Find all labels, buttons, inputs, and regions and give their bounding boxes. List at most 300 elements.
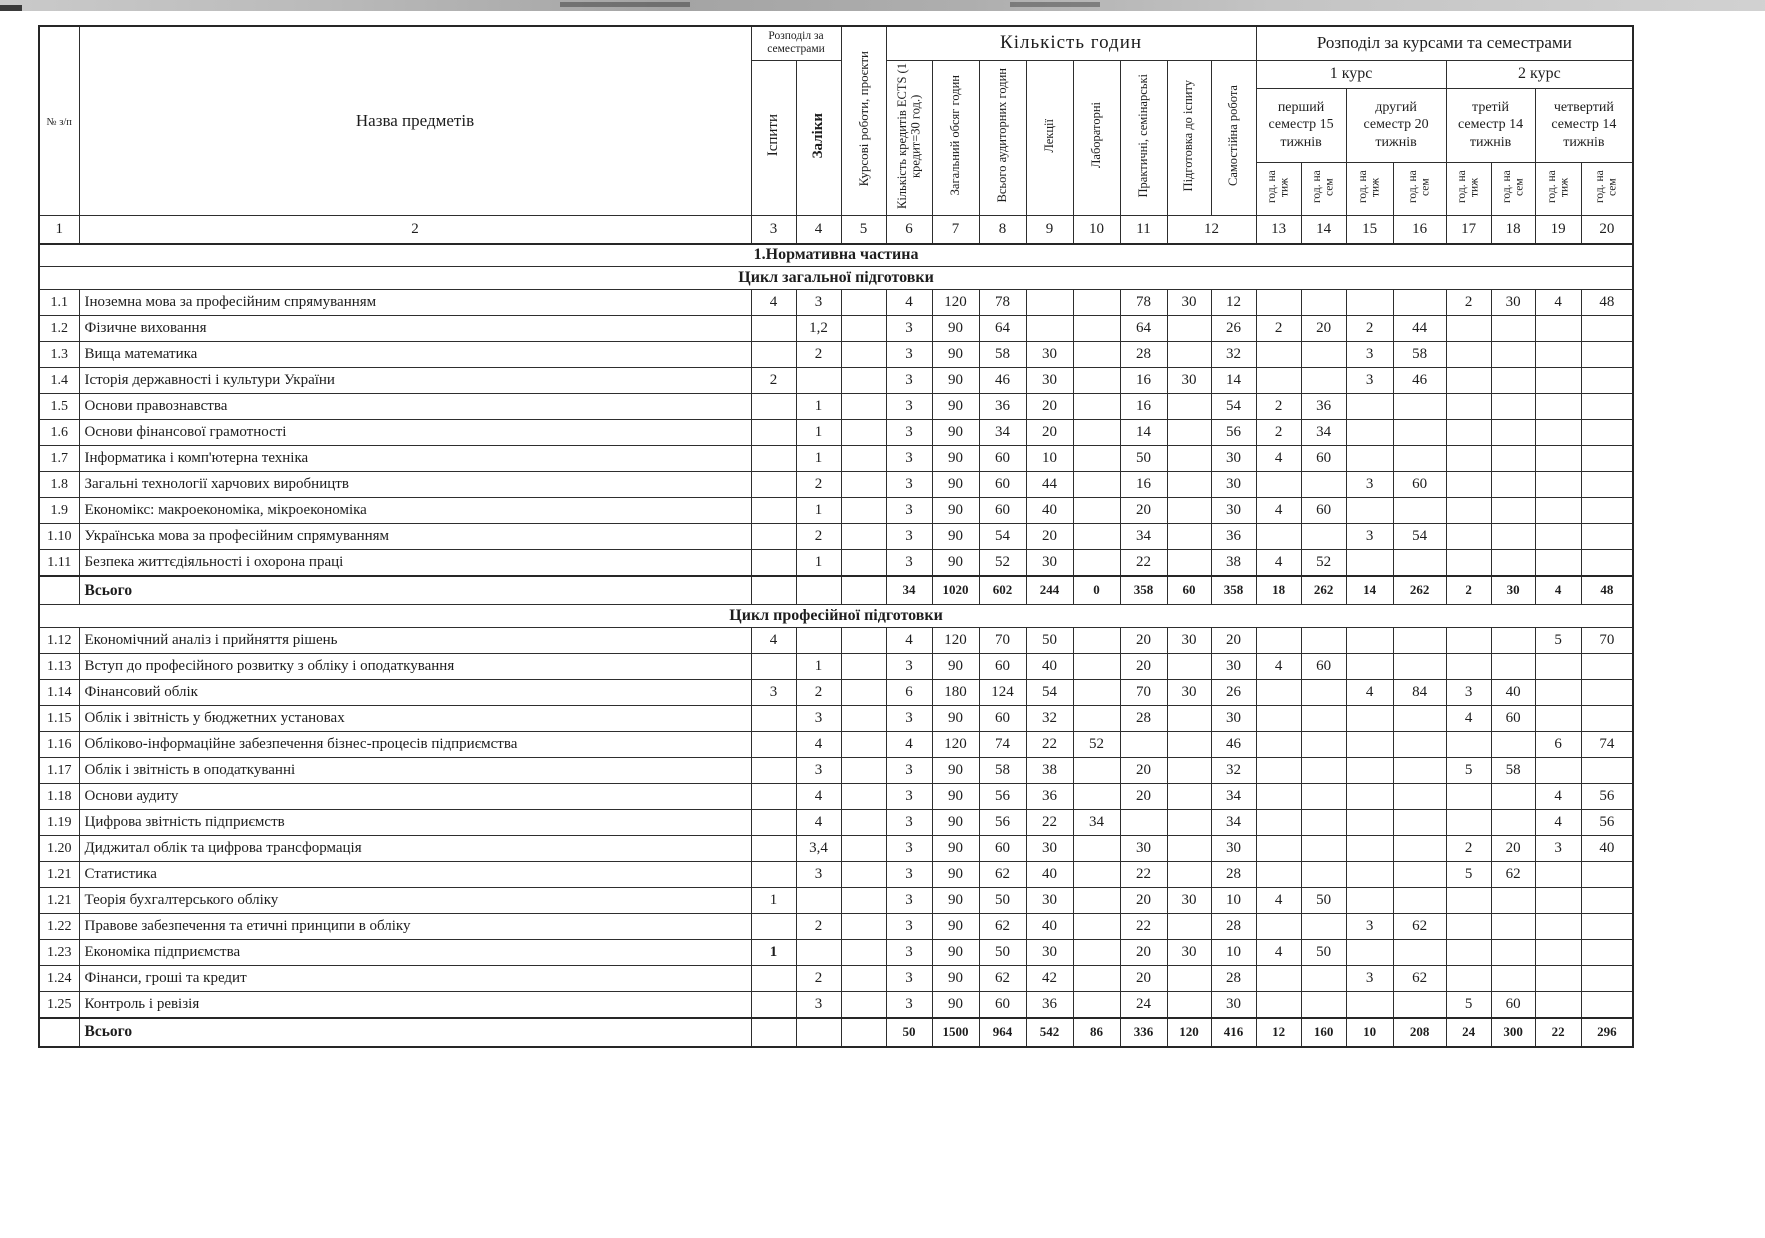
cell: 2 (796, 472, 841, 498)
cell: 20 (1120, 628, 1167, 654)
total-cell: 24 (1446, 1018, 1491, 1047)
cell: 3,4 (796, 836, 841, 862)
cell (1256, 342, 1301, 368)
col-header-course-works (841, 26, 886, 216)
cell: 4 (796, 732, 841, 758)
cell (1073, 498, 1120, 524)
row-number: 1.15 (39, 706, 79, 732)
total-label: Всього (79, 576, 751, 605)
column-number: 16 (1393, 216, 1446, 244)
cell: 70 (979, 628, 1026, 654)
row-number: 1.21 (39, 888, 79, 914)
cell: 30 (1211, 836, 1256, 862)
cell (751, 394, 796, 420)
cell: 60 (979, 472, 1026, 498)
cell: 3 (886, 992, 932, 1018)
cell: 20 (1026, 394, 1073, 420)
total-cell: 1020 (932, 576, 979, 605)
cell: 30 (1211, 446, 1256, 472)
cell (1346, 498, 1393, 524)
cell (1073, 368, 1120, 394)
subject-name: Теорія бухгалтерського обліку (79, 888, 751, 914)
cell (1446, 784, 1491, 810)
cell (1581, 940, 1633, 966)
cell: 50 (1120, 446, 1167, 472)
cell: 58 (1393, 342, 1446, 368)
row-number: 1.22 (39, 914, 79, 940)
cell (1393, 888, 1446, 914)
cell (1491, 888, 1535, 914)
total-cell: 12 (1256, 1018, 1301, 1047)
cell: 90 (932, 706, 979, 732)
cell: 3 (886, 316, 932, 342)
cell: 30 (1167, 290, 1211, 316)
cell (1346, 992, 1393, 1018)
cell (1073, 862, 1120, 888)
cell (1167, 550, 1211, 576)
section-title: Цикл загальної підготовки (39, 267, 1633, 290)
cell (1446, 446, 1491, 472)
cell (751, 446, 796, 472)
cell (841, 420, 886, 446)
cell: 30 (1167, 680, 1211, 706)
cell (1256, 966, 1301, 992)
cell (1535, 654, 1581, 680)
cell: 10 (1211, 888, 1256, 914)
total-cell: 22 (1535, 1018, 1581, 1047)
section-title: Цикл професійної підготовки (39, 605, 1633, 628)
cell (1581, 758, 1633, 784)
total-cell: 602 (979, 576, 1026, 605)
row-number: 1.8 (39, 472, 79, 498)
cell: 50 (1301, 940, 1346, 966)
table-row (39, 420, 1633, 446)
cell (1446, 628, 1491, 654)
cell (1491, 472, 1535, 498)
total-cell (751, 576, 796, 605)
column-number: 14 (1301, 216, 1346, 244)
cell: 42 (1026, 966, 1073, 992)
cell (841, 992, 886, 1018)
cell: 62 (979, 862, 1026, 888)
row-number: 1.25 (39, 992, 79, 1018)
cell (1393, 810, 1446, 836)
cell: 38 (1026, 758, 1073, 784)
cell: 20 (1211, 628, 1256, 654)
cell (1491, 498, 1535, 524)
column-number: 17 (1446, 216, 1491, 244)
cell (1535, 524, 1581, 550)
total-cell: 30 (1491, 576, 1535, 605)
cell (1581, 316, 1633, 342)
cell (751, 992, 796, 1018)
cell: 22 (1120, 914, 1167, 940)
cell (751, 420, 796, 446)
total-cell: 358 (1211, 576, 1256, 605)
row-number (39, 576, 79, 605)
row-number: 1.10 (39, 524, 79, 550)
cell: 1 (796, 654, 841, 680)
cell: 3 (886, 368, 932, 394)
cell (1256, 732, 1301, 758)
cell: 38 (1211, 550, 1256, 576)
cell: 44 (1026, 472, 1073, 498)
table-row (39, 342, 1633, 368)
subject-name: Вища математика (79, 342, 751, 368)
cell (1491, 420, 1535, 446)
cell: 48 (1581, 290, 1633, 316)
table-row (39, 446, 1633, 472)
cell (1491, 342, 1535, 368)
cell (1581, 888, 1633, 914)
cell: 58 (979, 758, 1026, 784)
cell: 28 (1120, 342, 1167, 368)
cell (1581, 394, 1633, 420)
cell (1446, 342, 1491, 368)
cell: 3 (886, 446, 932, 472)
cell (1393, 940, 1446, 966)
row-number: 1.12 (39, 628, 79, 654)
cell: 70 (1120, 680, 1167, 706)
row-number: 1.18 (39, 784, 79, 810)
lectures-label: Лекції (1041, 118, 1056, 153)
cell: 84 (1393, 680, 1446, 706)
cell: 70 (1581, 628, 1633, 654)
cell: 3 (796, 862, 841, 888)
cell (1256, 628, 1301, 654)
cell: 56 (1211, 420, 1256, 446)
cell: 28 (1120, 706, 1167, 732)
cell (1120, 732, 1167, 758)
auditorium-hours-label: Всього аудиторних годин (994, 68, 1009, 203)
cell: 3 (1535, 836, 1581, 862)
cell (1073, 706, 1120, 732)
cell: 4 (1256, 550, 1301, 576)
total-cell (751, 1018, 796, 1047)
cell: 6 (886, 680, 932, 706)
cell: 1 (751, 888, 796, 914)
table-row (39, 758, 1633, 784)
cell: 30 (1211, 654, 1256, 680)
cell (1491, 940, 1535, 966)
cell: 3 (886, 498, 932, 524)
cell: 5 (1446, 758, 1491, 784)
cell (1301, 992, 1346, 1018)
cell (1535, 446, 1581, 472)
cell (841, 290, 886, 316)
cell (1301, 680, 1346, 706)
cell: 1 (796, 420, 841, 446)
cell: 3 (886, 550, 932, 576)
cell: 90 (932, 498, 979, 524)
cell (1346, 706, 1393, 732)
table-body (39, 244, 1633, 1047)
cell: 46 (1211, 732, 1256, 758)
total-cell: 416 (1211, 1018, 1256, 1047)
column-number: 10 (1073, 216, 1120, 244)
cell: 52 (1301, 550, 1346, 576)
cell: 30 (1167, 368, 1211, 394)
cell: 3 (886, 810, 932, 836)
unit-hours-per-week: год. на тиж (1346, 162, 1393, 216)
cell (1301, 628, 1346, 654)
cell: 3 (886, 420, 932, 446)
total-cell: 1500 (932, 1018, 979, 1047)
cell: 3 (796, 290, 841, 316)
cell (1446, 550, 1491, 576)
cell: 46 (1393, 368, 1446, 394)
cell: 30 (1167, 628, 1211, 654)
practical-label: Практичні, семінарські (1135, 73, 1150, 198)
cell: 56 (1581, 784, 1633, 810)
cell: 34 (979, 420, 1026, 446)
cell (1346, 784, 1393, 810)
cell (841, 784, 886, 810)
cell: 20 (1491, 836, 1535, 862)
cell (1167, 836, 1211, 862)
cell (841, 940, 886, 966)
cell (1581, 420, 1633, 446)
cell: 3 (886, 862, 932, 888)
cell: 74 (1581, 732, 1633, 758)
cell (1301, 732, 1346, 758)
column-number: 12 (1167, 216, 1256, 244)
cell (1167, 914, 1211, 940)
total-cell: 14 (1346, 576, 1393, 605)
table-row (39, 966, 1633, 992)
cell (1301, 758, 1346, 784)
cell: 22 (1026, 732, 1073, 758)
cell (751, 862, 796, 888)
cell (1393, 446, 1446, 472)
cell (1535, 992, 1581, 1018)
cell: 30 (1026, 888, 1073, 914)
cell: 90 (932, 420, 979, 446)
cell: 74 (979, 732, 1026, 758)
cell: 54 (1026, 680, 1073, 706)
cell: 20 (1301, 316, 1346, 342)
table-row (39, 394, 1633, 420)
total-cell: 120 (1167, 1018, 1211, 1047)
cell: 58 (1491, 758, 1535, 784)
cell (1491, 810, 1535, 836)
col-header-self-work (1211, 60, 1256, 216)
cell (1073, 940, 1120, 966)
subject-name: Правове забезпечення та етичні принципи в обліку (79, 914, 751, 940)
cell (1346, 446, 1393, 472)
table-row (39, 628, 1633, 654)
cell (1301, 368, 1346, 394)
cell (1535, 368, 1581, 394)
cell (1256, 524, 1301, 550)
cell: 36 (1026, 784, 1073, 810)
cell: 3 (1346, 342, 1393, 368)
cell: 78 (1120, 290, 1167, 316)
cell: 34 (1120, 524, 1167, 550)
cell (1256, 914, 1301, 940)
cell: 60 (1301, 498, 1346, 524)
row-number: 1.6 (39, 420, 79, 446)
cell: 14 (1211, 368, 1256, 394)
cell (1167, 810, 1211, 836)
cell: 4 (796, 784, 841, 810)
cell: 90 (932, 966, 979, 992)
row-number: 1.5 (39, 394, 79, 420)
cell: 60 (979, 654, 1026, 680)
cell (1446, 654, 1491, 680)
column-number: 18 (1491, 216, 1535, 244)
cell (1073, 446, 1120, 472)
cell (1256, 784, 1301, 810)
cell (1167, 498, 1211, 524)
cell: 40 (1026, 914, 1073, 940)
total-cell (841, 1018, 886, 1047)
cell: 40 (1026, 654, 1073, 680)
column-number: 8 (979, 216, 1026, 244)
cell: 50 (979, 940, 1026, 966)
col-header-subject: Назва предметів (79, 26, 751, 216)
table-row (39, 810, 1633, 836)
cell (1346, 654, 1393, 680)
cell: 4 (1256, 940, 1301, 966)
cell (1073, 992, 1120, 1018)
cell: 2 (1346, 316, 1393, 342)
cell: 3 (886, 784, 932, 810)
cell: 36 (1026, 992, 1073, 1018)
total-cell: 0 (1073, 576, 1120, 605)
cell: 20 (1120, 758, 1167, 784)
subject-name: Історія державності і культури України (79, 368, 751, 394)
cell (1073, 524, 1120, 550)
cell (1073, 628, 1120, 654)
cell (1073, 784, 1120, 810)
cell (841, 498, 886, 524)
cell: 3 (886, 836, 932, 862)
cell: 5 (1535, 628, 1581, 654)
column-number: 9 (1026, 216, 1073, 244)
cell: 4 (1446, 706, 1491, 732)
row-number: 1.4 (39, 368, 79, 394)
total-cell (796, 1018, 841, 1047)
cell: 30 (1211, 992, 1256, 1018)
total-cell: 336 (1120, 1018, 1167, 1047)
row-number: 1.24 (39, 966, 79, 992)
cell (1535, 888, 1581, 914)
cell: 20 (1120, 498, 1167, 524)
cell (1581, 472, 1633, 498)
table-row (39, 940, 1633, 966)
cell: 90 (932, 524, 979, 550)
total-label: Всього (79, 1018, 751, 1047)
total-cell: 262 (1301, 576, 1346, 605)
cell (1491, 732, 1535, 758)
cell: 90 (932, 992, 979, 1018)
scan-edge-artifact (0, 0, 1765, 11)
total-cell: 244 (1026, 576, 1073, 605)
cell (1581, 654, 1633, 680)
cell: 30 (1211, 706, 1256, 732)
cell: 3 (886, 940, 932, 966)
cell (1491, 524, 1535, 550)
cell: 60 (1301, 446, 1346, 472)
cell (751, 966, 796, 992)
cell (841, 342, 886, 368)
header-row-groups (39, 26, 1633, 60)
cell: 1 (796, 498, 841, 524)
cell (1535, 394, 1581, 420)
cell: 36 (1211, 524, 1256, 550)
cell (1491, 394, 1535, 420)
cell: 6 (1535, 732, 1581, 758)
cell: 40 (1026, 862, 1073, 888)
cell: 90 (932, 342, 979, 368)
cell: 3 (886, 914, 932, 940)
cell (841, 368, 886, 394)
cell: 50 (1026, 628, 1073, 654)
cell (1026, 316, 1073, 342)
cell (841, 732, 886, 758)
laboratory-label: Лабораторні (1088, 102, 1103, 169)
cell (1256, 758, 1301, 784)
cell (1446, 810, 1491, 836)
cell: 2 (1446, 836, 1491, 862)
cell: 60 (979, 498, 1026, 524)
cell (751, 836, 796, 862)
cell (1491, 654, 1535, 680)
cell (1301, 836, 1346, 862)
cell: 62 (1491, 862, 1535, 888)
column-number: 11 (1120, 216, 1167, 244)
cell: 62 (1393, 914, 1446, 940)
cell: 90 (932, 888, 979, 914)
cell: 22 (1120, 550, 1167, 576)
cell (1167, 446, 1211, 472)
cell (1026, 290, 1073, 316)
table-row (39, 784, 1633, 810)
cell (751, 732, 796, 758)
cell (1256, 290, 1301, 316)
cell: 40 (1491, 680, 1535, 706)
col-header-auditorium-hours (979, 60, 1026, 216)
cell (1346, 836, 1393, 862)
cell (1120, 810, 1167, 836)
cell: 60 (1301, 654, 1346, 680)
cell: 2 (796, 342, 841, 368)
cell (796, 368, 841, 394)
cell (1256, 472, 1301, 498)
subject-name: Іноземна мова за професійним спрямуванням (79, 290, 751, 316)
cell (841, 680, 886, 706)
cell: 30 (1026, 940, 1073, 966)
cell (1446, 524, 1491, 550)
cell (1073, 836, 1120, 862)
cell (1301, 784, 1346, 810)
cell: 32 (1211, 758, 1256, 784)
cell: 62 (979, 966, 1026, 992)
cell: 1 (796, 446, 841, 472)
cell (1073, 914, 1120, 940)
row-number: 1.21 (39, 862, 79, 888)
row-number: 1.16 (39, 732, 79, 758)
cell: 28 (1211, 914, 1256, 940)
cell (841, 966, 886, 992)
cell: 4 (886, 290, 932, 316)
cell: 34 (1301, 420, 1346, 446)
row-number: 1.1 (39, 290, 79, 316)
subject-name: Облік і звітність в оподаткуванні (79, 758, 751, 784)
cell (1256, 836, 1301, 862)
cell: 4 (1535, 810, 1581, 836)
